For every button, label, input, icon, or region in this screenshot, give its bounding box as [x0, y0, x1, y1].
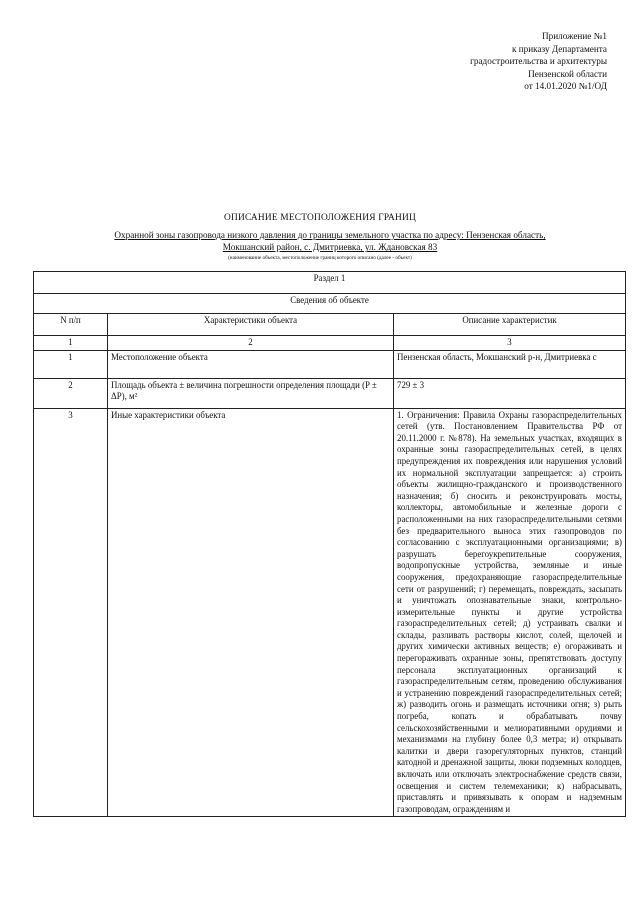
appendix-line: Пензенской области: [528, 68, 607, 79]
index-cell: 1: [34, 336, 108, 351]
row-num: 2: [34, 378, 108, 408]
row-description: 729 ± 3: [394, 378, 626, 408]
header-description: Описание характеристик: [394, 314, 626, 336]
subject-line: Мокшанский район, с. Дмитриевка, ул. Ждановская 83: [222, 242, 438, 253]
section-title: Сведения об объекте: [34, 294, 626, 314]
row-description: Пензенская область, Мокшанский р-н, Дмитриевка с: [394, 350, 626, 378]
appendix-line: градостроительства и архитектуры: [470, 56, 607, 67]
row-num: 1: [34, 350, 108, 378]
row-description: 1. Ограничения: Правила Охраны газораспределительных сетей (утв. Постановлением Правительства РФ от 20.11.2000 г. №878). На земельных участках, входящих в охранные зоны газораспределительных сетей, в целях предупреждения их повреждения или нарушения условий их нормальной эксплуатации запрещается: а) строить объекты жилищно-гражданского и производственного назначения; б) сносить и реконструировать мосты, коллекторы, автомобильные и железные дороги с расположенными на них газораспределительными сетями без предварительного выноса этих газопроводов по согласованию с эксплуатационными организациями; в) разрушать берегоукрепительные сооружения, водопропускные устройства, земляные и иные сооружения, предохраняющие газораспределительные сети от разрушений; г) перемещать, повреждать, засыпать и уничтожать опознавательные знаки, контрольно-измерительные пункты и другие устройства газораспределительных сетей; д) устраивать свалки и склады, разливать растворы кислот, солей, щелочей и других химически активных веществ; е) огораживать и перегораживать охранные зоны, препятствовать доступу персонала эксплуатационных организаций к газораспределительным сетям, проведению обслуживания и устранению повреждений газораспределительных сетей; ж) разводить огонь и размещать источники огня; з) рыть погреба, копать и обрабатывать почву сельскохозяйственными и мелиоративными орудиями и механизмами на глубину более 0,3 метра; и) открывать калитки и двери газорегуляторных пунктов, станций катодной и дренажной защиты, люки подземных колодцев, включать или отключать электроснабжение средств связи, освещения и систем телемеханики; к) набрасывать, приставлять и привязывать к опорам и надземным газопроводам, ограждениям и: [394, 408, 626, 817]
appendix-line: Приложение №1: [542, 31, 607, 41]
index-cell: 3: [394, 336, 626, 351]
section-label: Раздел 1: [34, 272, 626, 294]
header-num: N п/п: [34, 314, 108, 336]
row-num: 3: [34, 408, 108, 817]
row-characteristic: Иные характеристики объекта: [108, 408, 394, 817]
appendix-line: к приказу Департамента: [511, 43, 607, 54]
appendix-line: от 14.01.2020 №1/ОД: [524, 81, 607, 92]
row-characteristic: Площадь объекта ± величина погрешности определения площади (P ± ΔP), м²: [108, 378, 394, 408]
subject-caption: (наименование объекта, местоположение границ которого описано (далее - объект): [228, 255, 412, 261]
subject-line: Охранной зоны газопровода низкого давления до границы земельного участка по адресу: Пензенская область,: [114, 230, 546, 240]
header-characteristic: Характеристики объекта: [108, 314, 394, 336]
appendix-block: [470, 30, 607, 93]
object-subject: [70, 229, 590, 254]
index-cell: 2: [108, 336, 394, 351]
object-info-table: [33, 271, 626, 817]
row-characteristic: Местоположение объекта: [108, 350, 394, 378]
page-title: ОПИСАНИЕ МЕСТОПОЛОЖЕНИЯ ГРАНИЦ: [224, 213, 416, 223]
